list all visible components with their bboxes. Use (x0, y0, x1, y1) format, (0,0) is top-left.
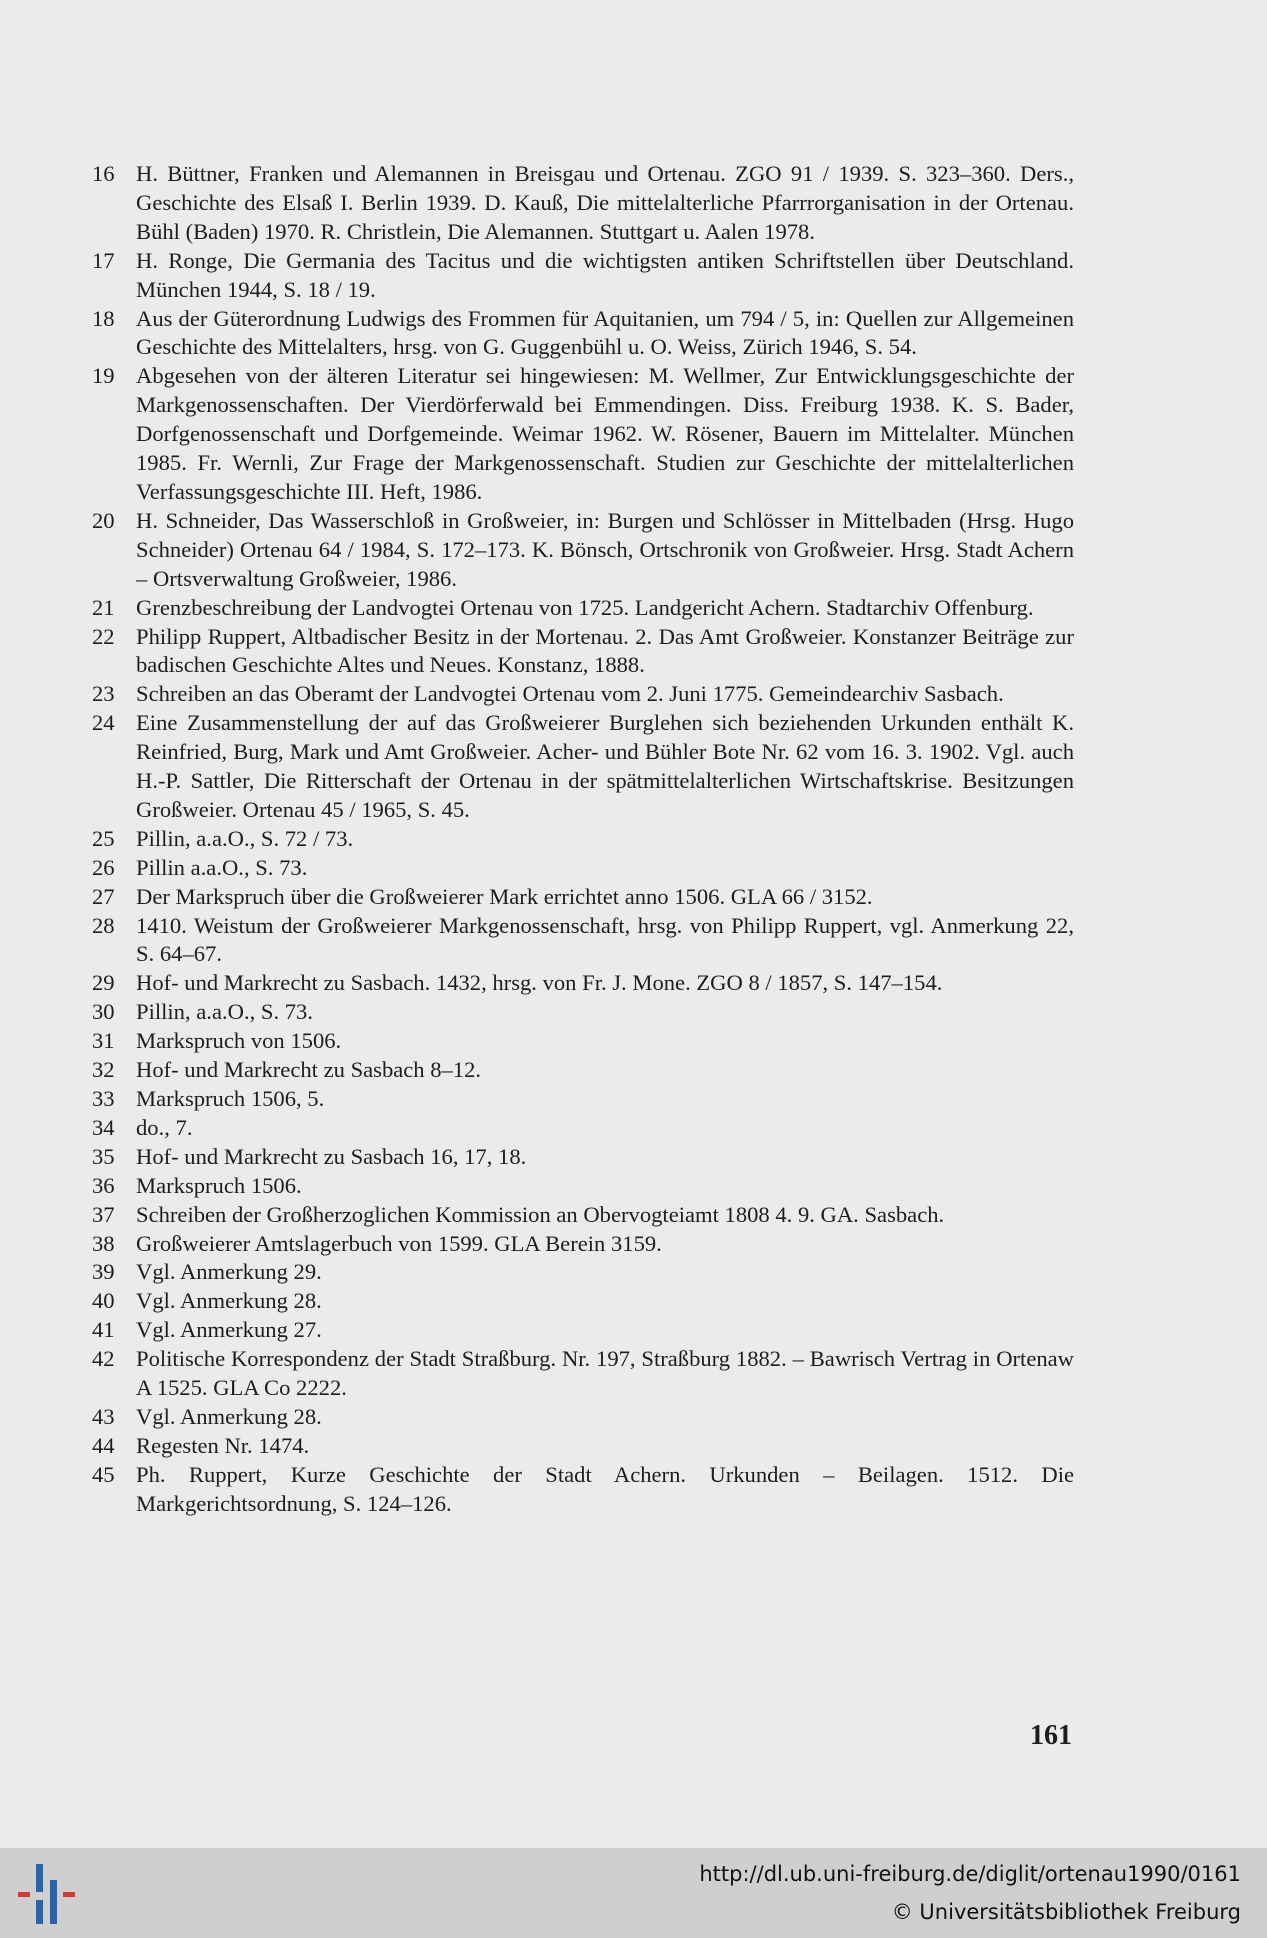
footnote-number: 19 (92, 363, 115, 389)
footnote-36 (92, 1172, 1074, 1201)
footnote-text: Aus der Güterordnung Ludwigs des Frommen für Aquitanien, um 794 / 5, in: Quellen zur Allgemeinen Geschichte des Mittelalters, hrsg. von G. Guggenbühl u. O. Weiss, Zürich 1946, S. 54. (136, 305, 1074, 360)
footnote-text: Regesten Nr. 1474. (136, 1432, 310, 1458)
footnote-text: Pillin a.a.O., S. 73. (136, 854, 308, 880)
footnote-text: Eine Zusammenstellung der auf das Großweierer Burglehen sich beziehenden Urkunden enthält K. Reinfried, Burg, Mark und Amt Großweier. Acher- und Bühler Bote Nr. 62 vom 16. 3. 1902. Vgl. auch H.-P. Sattler, Die Ritterschaft der Ortenau in der spätmittelalterlichen Wirtschaftskrise. Besitzungen Großweier. Ortenau 45 / 1965, S. 45. (136, 710, 1074, 822)
footnote-text: Hof- und Markrecht zu Sasbach 8–12. (136, 1057, 482, 1083)
footnote-text: do., 7. (136, 1114, 193, 1140)
footnote-text: Markspruch von 1506. (136, 1028, 342, 1054)
footnote-19 (92, 362, 1074, 507)
footnote-38 (92, 1230, 1074, 1259)
footnote-number: 27 (92, 883, 115, 909)
footnote-number: 25 (92, 825, 115, 851)
footnote-text: Großweierer Amtslagerbuch von 1599. GLA Berein 3159. (136, 1230, 662, 1256)
footnote-text: Abgesehen von der älteren Literatur sei hingewiesen: M. Wellmer, Zur Entwicklungsgeschichte der Markgenossenschaften. Der Vierdörferwald bei Emmendingen. Diss. Freiburg 1938. K. S. Bader, Dorfgenossenschaft und Dorfgemeinde. Weimar 1962. W. Rösener, Bauern im Mittelalter. München 1985. Fr. Wernli, Zur Frage der Markgenossenschaft. Studien zur Geschichte der mittelalterlichen Verfassungsgeschichte III. Heft, 1986. (136, 363, 1074, 504)
footnote-22 (92, 623, 1074, 681)
footnote-number: 44 (92, 1432, 115, 1458)
footnote-27 (92, 883, 1074, 912)
page-number: 161 (1030, 1720, 1072, 1751)
footnote-37 (92, 1201, 1074, 1230)
footnote-number: 45 (92, 1461, 115, 1487)
footnote-number: 37 (92, 1201, 115, 1227)
footnote-text: Vgl. Anmerkung 28. (136, 1403, 322, 1429)
footnote-40 (92, 1287, 1074, 1316)
footnote-text: Markspruch 1506, 5. (136, 1086, 325, 1111)
footnote-17 (92, 247, 1074, 305)
footnote-24 (92, 709, 1074, 825)
footnote-number: 20 (92, 507, 115, 533)
footnote-number: 33 (92, 1086, 115, 1111)
copyright-credit: © Universitätsbibliothek Freiburg (891, 1900, 1241, 1924)
footnote-number: 29 (92, 970, 115, 996)
footnote-text: Der Markspruch über die Großweierer Mark errichtet anno 1506. GLA 66 / 3152. (136, 883, 873, 909)
footnote-text: Politische Korrespondenz der Stadt Straßburg. Nr. 197, Straßburg 1882. – Bawrisch Vertrag in Ortenaw A 1525. GLA Co 2222. (136, 1346, 1074, 1401)
footnote-text: H. Ronge, Die Germania des Tacitus und die wichtigsten antiken Schriftstellen über Deutschland. München 1944, S. 18 / 19. (136, 247, 1074, 302)
footnote-43 (92, 1403, 1074, 1432)
footnote-26 (92, 854, 1074, 883)
footnote-number: 31 (92, 1028, 115, 1054)
footnote-number: 43 (92, 1403, 115, 1429)
footnote-18 (92, 305, 1074, 363)
footnote-number: 26 (92, 854, 115, 880)
footnote-number: 32 (92, 1057, 115, 1083)
footnote-text: Schreiben an das Oberamt der Landvogtei Ortenau vom 2. Juni 1775. Gemeindearchiv Sasbach. (136, 681, 1004, 707)
footnote-number: 18 (92, 305, 115, 331)
footnote-23 (92, 680, 1074, 709)
footnote-31 (92, 1027, 1074, 1056)
footnote-42 (92, 1345, 1074, 1403)
footnote-number: 40 (92, 1288, 115, 1314)
footnote-34 (92, 1114, 1074, 1143)
footnote-28 (92, 912, 1074, 970)
footnote-text: Pillin, a.a.O., S. 73. (136, 999, 313, 1025)
footnote-39 (92, 1258, 1074, 1287)
footnote-text: Philipp Ruppert, Altbadischer Besitz in der Mortenau. 2. Das Amt Großweier. Konstanzer Beiträge zur badischen Geschichte Altes und Neues. Konstanz, 1888. (136, 623, 1074, 678)
footnote-number: 16 (92, 161, 115, 186)
footnote-29 (92, 969, 1074, 998)
footnote-number: 30 (92, 999, 115, 1025)
footnote-21 (92, 594, 1074, 623)
footnote-20 (92, 507, 1074, 594)
footnote-text: Markspruch 1506. (136, 1172, 302, 1198)
footnote-text: Hof- und Markrecht zu Sasbach 16, 17, 18. (136, 1143, 527, 1169)
footnote-list (92, 160, 1074, 1519)
footnote-32 (92, 1056, 1074, 1085)
footnote-number: 38 (92, 1230, 115, 1256)
library-footer (0, 1848, 1267, 1938)
source-url-link[interactable]: http://dl.ub.uni-freiburg.de/diglit/ortenau1990/0161 (699, 1862, 1241, 1886)
footnote-33 (92, 1085, 1074, 1114)
footnote-number: 34 (92, 1114, 115, 1140)
footnote-41 (92, 1316, 1074, 1345)
footnote-number: 24 (92, 710, 115, 736)
footnote-text: Schreiben der Großherzoglichen Kommission an Obervogteiamt 1808 4. 9. GA. Sasbach. (136, 1201, 945, 1227)
footnote-number: 28 (92, 912, 115, 938)
footnote-number: 21 (92, 594, 115, 620)
footnote-number: 36 (92, 1172, 115, 1198)
footnote-text: Pillin, a.a.O., S. 72 / 73. (136, 825, 354, 851)
footnote-text: Vgl. Anmerkung 28. (136, 1288, 322, 1314)
footnote-text: Hof- und Markrecht zu Sasbach. 1432, hrsg. von Fr. J. Mone. ZGO 8 / 1857, S. 147–154. (136, 970, 943, 996)
footnote-text: Grenzbeschreibung der Landvogtei Ortenau von 1725. Landgericht Achern. Stadtarchiv Offenburg. (136, 594, 1034, 620)
footnote-number: 39 (92, 1259, 115, 1285)
footnote-number: 41 (92, 1317, 115, 1343)
footnote-text: Ph. Ruppert, Kurze Geschichte der Stadt Achern. Urkunden – Beilagen. 1512. Die Markgerichtsordnung, S. 124–126. (136, 1461, 1074, 1516)
footnote-30 (92, 998, 1074, 1027)
footnote-44 (92, 1432, 1074, 1461)
footnote-number: 22 (92, 623, 115, 649)
footnote-text: H. Schneider, Das Wasserschloß in Großweier, in: Burgen und Schlösser in Mittelbaden (Hrsg. Hugo Schneider) Ortenau 64 / 1984, S. 172–173. K. Bönsch, Ortschronik von Großweier. Hrsg. Stadt Achern – Ortsverwaltung Großweier, 1986. (136, 507, 1074, 591)
footnote-text: 1410. Weistum der Großweierer Markgenossenschaft, hrsg. von Philipp Ruppert, vgl. Anmerkung 22, S. 64–67. (136, 912, 1074, 967)
footnote-text: Vgl. Anmerkung 27. (136, 1317, 322, 1343)
footnote-35 (92, 1143, 1074, 1172)
footnote-number: 23 (92, 681, 115, 707)
footnote-16 (92, 160, 1074, 247)
footnote-number: 17 (92, 247, 115, 273)
footnote-45 (92, 1461, 1074, 1519)
footnote-25 (92, 825, 1074, 854)
footnote-number: 35 (92, 1143, 115, 1169)
footnote-text: Vgl. Anmerkung 29. (136, 1259, 322, 1285)
footnote-text: H. Büttner, Franken und Alemannen in Breisgau und Ortenau. ZGO 91 / 1939. S. 323–360. Ders., Geschichte des Elsaß I. Berlin 1939. D. Kauß, Die mittelalterliche Pfarrrorganisation in der Ortenau. Bühl (Baden) 1970. R. Christlein, Die Alemannen. Stuttgart u. Aalen 1978. (136, 161, 1074, 244)
ub-freiburg-logo-icon (14, 1862, 80, 1928)
footnote-number: 42 (92, 1346, 115, 1372)
